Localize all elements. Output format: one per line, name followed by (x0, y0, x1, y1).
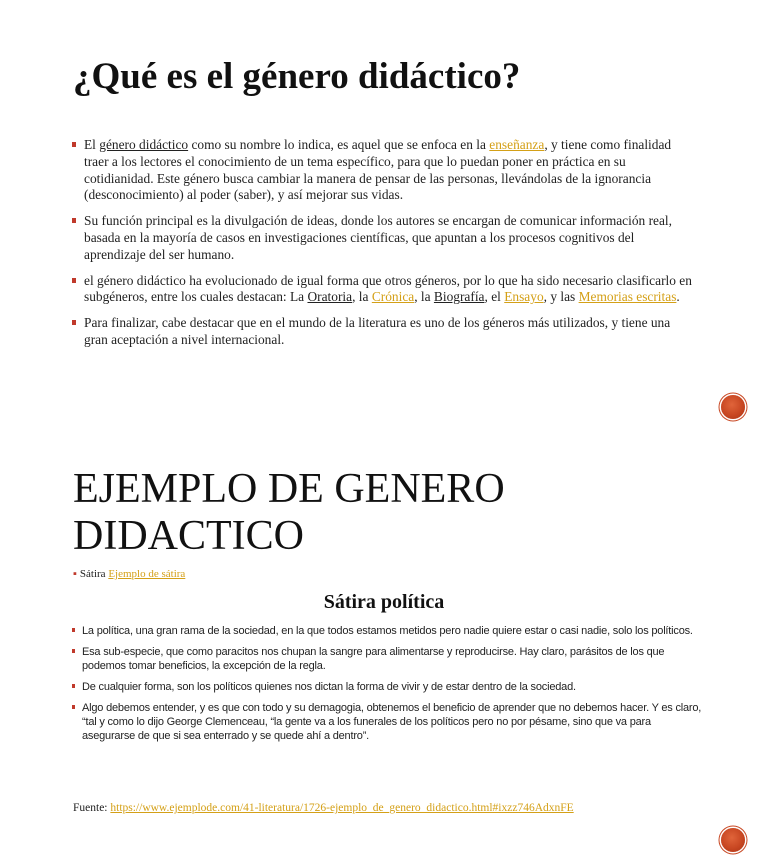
cronica-link[interactable]: Crónica (371, 289, 415, 305)
slide-2-bullet-list (72, 624, 702, 750)
slide-2-bullet-item: De cualquier forma, son los políticos quienes nos dictan la forma de vivir y de estar dentro de la sociedad. (72, 680, 702, 694)
genero-didactico-link[interactable]: género didáctico (99, 137, 189, 152)
source-link[interactable]: https://www.ejemplode.com/41-literatura/1726-ejemplo_de_genero_didactico.html#ixzz746AdxnFE (110, 802, 574, 814)
slide-2-orange-circle-icon (721, 828, 745, 852)
source-line (73, 802, 574, 814)
biografia-link[interactable]: Biografía (433, 289, 485, 305)
bullet-text: como su nombre lo indica, es aquel que se enfoca en la (188, 137, 490, 152)
slide-2-bullet-item: La política, una gran rama de la sociedad, en la que todos estamos metidos pero nadie quiere estar o casi nadie, solo los políticos. (72, 624, 702, 638)
ensayo-link[interactable]: Ensayo (504, 289, 544, 305)
slide-1-bullet-item (72, 273, 692, 307)
ensenanza-link[interactable]: enseñanza (489, 137, 545, 152)
slide-1-bullet-item (72, 137, 692, 204)
memorias-escritas-link[interactable]: Memorias escritas (578, 289, 677, 305)
bullet-text: , y las (543, 289, 579, 305)
bullet-text: , la (352, 289, 372, 305)
bullet-text: el género didáctico ha evolucionado de igual forma que otros géneros, por lo que ha sido necesario clasificarlo en subgéneros, entre los cuales destacan: La (84, 272, 692, 305)
slide-2 (0, 430, 768, 866)
bullet-text: Su función principal es la divulgación de ideas, donde los autores se encargan de comunicar información real, basada en la mayoría de casos en investigaciones científicas, que apuntan a los procesos cognitivos del aprendizaje del ser humano. (84, 213, 672, 262)
satira-politica-heading: Sátira política (323, 591, 445, 613)
bullet-marker-icon: ▪ (73, 568, 77, 580)
slide-1-title: ¿Qué es el género didáctico? (73, 56, 521, 97)
bullet-text: Para finalizar, cabe destacar que en el mundo de la literatura es uno de los géneros más utilizados, y tiene una gran aceptación a nivel internacional. (84, 315, 671, 347)
satira-sub-bullet (73, 568, 185, 580)
ejemplo-de-satira-link[interactable]: Ejemplo de sátira (108, 568, 186, 580)
bullet-text: , la (414, 289, 434, 305)
slide-2-bullet-item: Esa sub-especie, que como paracitos nos chupan la sangre para alimentarse y reproducirse. Hay claro, parásitos de los que podemos tomar beneficios, la excepción de la regla. (72, 645, 702, 673)
bullet-text: , y tiene como finalidad traer a los lectores el conocimiento de un tema específico, para que lo puedan poner en práctica en su cotidianidad. Este género busca cambiar la manera de pensar de las personas, llevándolas de la ignorancia (desconocimiento) al poder (saber), y así mejorar sus vidas. (84, 137, 672, 203)
oratoria-link[interactable]: Oratoria (307, 289, 353, 305)
slide-1-bullet-list (72, 137, 692, 358)
slide-2-title-line-2: DIDACTICO (73, 513, 304, 559)
slide-2-bullet-item: Algo debemos entender, y es que con todo y su demagogia, obtenemos el beneficio de aprender que no debemos hacer. Y es claro, “tal y como lo dijo George Clemenceau, “la gente va a los funerales de los políticos pero no por pésame, sino que va para asegurarse de que si sea enterrado y se quede ahí a dentro”. (72, 701, 702, 743)
slide-1-bullet-item (72, 213, 692, 263)
satira-label: Sátira (79, 568, 109, 580)
bullet-text: . (676, 289, 680, 305)
slide-1-orange-circle-icon (721, 395, 745, 419)
source-label: Fuente: (73, 802, 111, 814)
bullet-text: , el (484, 289, 505, 305)
slide-2-title-line-1: EJEMPLO DE GENERO (73, 466, 505, 512)
slide-2-title (73, 466, 505, 560)
slide-1-bullet-item (72, 315, 692, 349)
slide-1 (0, 0, 768, 430)
bullet-text: El (84, 137, 100, 152)
